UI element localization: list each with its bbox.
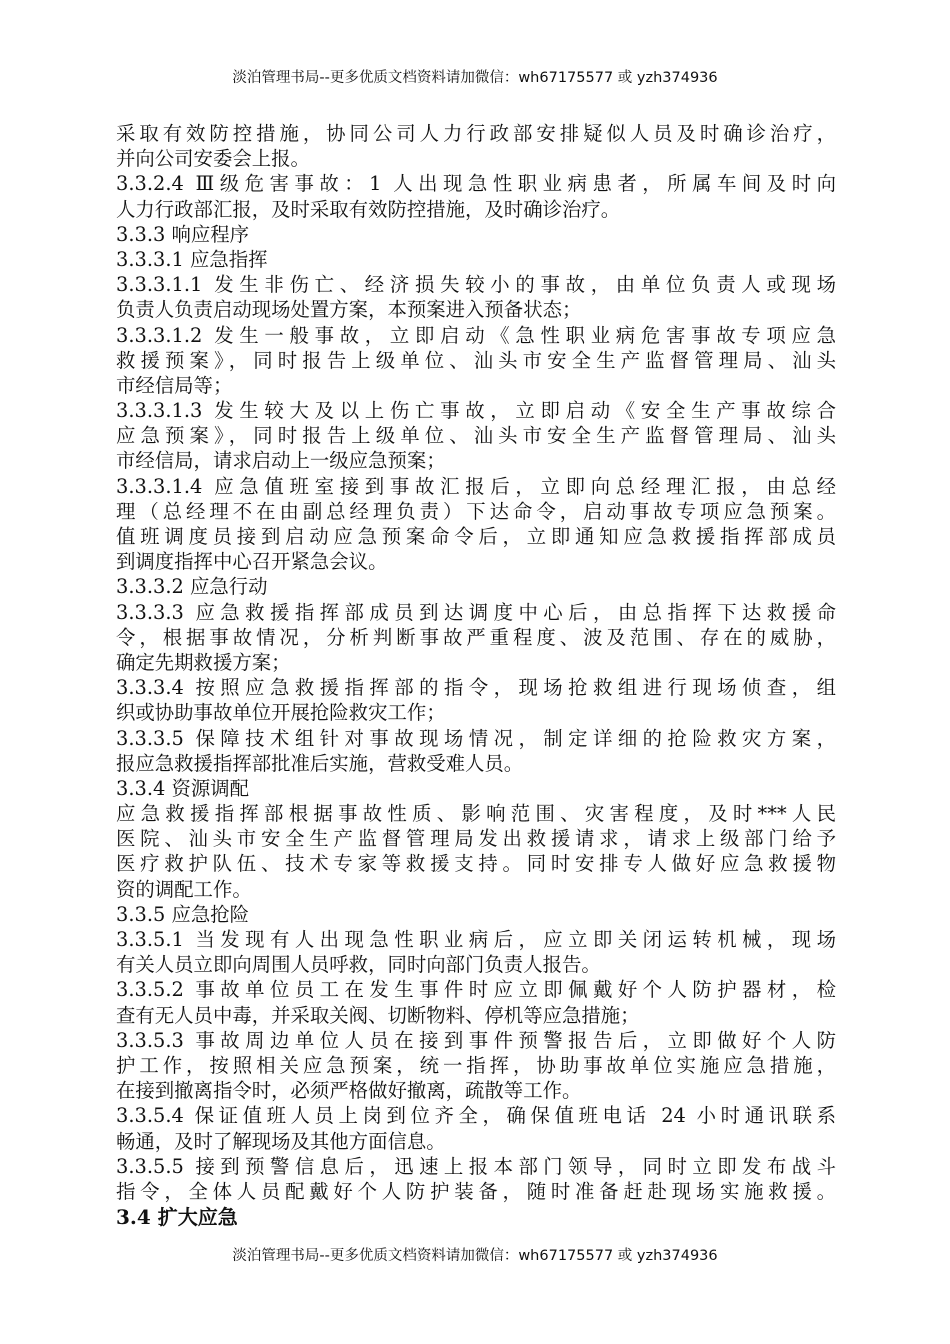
text-line: 3.3.5 应急抢险 (116, 902, 250, 926)
text-line: 资的调配工作。 (116, 877, 252, 901)
text-line: 3.3.3.1.4 应急值班室接到事故汇报后，立即向总经理汇报，由总经 (116, 474, 836, 498)
text-line: 护工作，按照相关应急预案，统一指挥，协助事故单位实施应急措施， (116, 1053, 836, 1077)
text-line: 3.3.5.4 保证值班人员上岗到位齐全，确保值班电话 24 小时通讯联系 (116, 1104, 836, 1128)
text-line: 3.3.3.5 保障技术组针对事故现场情况，制定详细的抢险救灾方案， (116, 726, 836, 750)
text-line: 织或协助事故单位开展抢险救灾工作； (116, 701, 446, 725)
text-line: 医院、汕头市安全生产监督管理局发出救援请求，请求上级部门给予 (116, 827, 836, 851)
text-line: 采取有效防控措施，协同公司人力行政部安排疑似人员及时确诊治疗， (116, 122, 836, 145)
text-line: 令，根据事故情况，分析判断事故严重程度、波及范围、存在的威胁， (116, 625, 836, 649)
text-line: 救援预案》，同时报告上级单位、汕头市安全生产监督管理局、汕头 (116, 348, 836, 372)
text-line: 医疗救护队伍、技术专家等救援支持。同时安排专人做好应急救援物 (116, 852, 836, 876)
document-body (116, 121, 836, 1231)
text-line: 3.3.3.1 应急指挥 (116, 247, 268, 271)
text-line: 查有无人员中毒，并采取关阀、切断物料、停机等应急措施； (116, 1003, 640, 1027)
text-line: 应急预案》，同时报告上级单位、汕头市安全生产监督管理局、汕头 (116, 424, 836, 448)
text-line: 应急救援指挥部根据事故性质、影响范围、灾害程度，及时***人民 (116, 802, 836, 826)
text-line: 3.3.4 资源调配 (116, 776, 250, 800)
text-line: 3.3.5.3 事故周边单位人员在接到事件预警报告后，立即做好个人防 (116, 1028, 836, 1052)
text-line: 3.3.2.4 Ⅲ级危害事故：1 人出现急性职业病患者，所属车间及时向 (116, 172, 836, 196)
page-footer: 淡泊管理书局--更多优质文档资料请加微信：wh67175577 或 yzh374936 (232, 1248, 718, 1264)
text-line: 3.3.3.3 应急救援指挥部成员到达调度中心后，由总指挥下达救援命 (116, 600, 836, 624)
text-line: 3.3.5.5 接到预警信息后，迅速上报本部门领导，同时立即发布战斗 (116, 1154, 836, 1178)
text-line: 3.3.3.2 应急行动 (116, 575, 268, 599)
text-line: 到调度指挥中心召开紧急会议。 (116, 550, 388, 574)
text-line: 畅通，及时了解现场及其他方面信息。 (116, 1129, 446, 1153)
text-line: 有关人员立即向周围人员呼救，同时向部门负责人报告。 (116, 953, 601, 977)
text-line: 市经信局，请求启动上一级应急预案； (116, 449, 446, 473)
text-line: 确定先期救援方案； (116, 650, 291, 674)
text-line: 人力行政部汇报，及时采取有效防控措施，及时确诊治疗。 (116, 197, 621, 221)
text-line: 值班调度员接到启动应急预案命令后，立即通知应急救援指挥部成员 (116, 525, 836, 548)
text-line: 并向公司安委会上报。 (116, 147, 310, 171)
text-line: 3.3.5.1 当发现有人出现急性职业病后，应立即关闭运转机械，现场 (116, 928, 836, 951)
text-line: 3.3.5.2 事故单位员工在发生事件时应立即佩戴好个人防护器材，检 (116, 978, 836, 1002)
text-line: 理（总经理不在由副总经理负责）下达命令，启动事故专项应急预案。 (116, 499, 836, 523)
text-line: 3.3.3.1.3 发生较大及以上伤亡事故，立即启动《安全生产事故综合 (116, 399, 836, 423)
text-line: 3.3.3 响应程序 (116, 222, 250, 246)
page-header: 淡泊管理书局--更多优质文档资料请加微信：wh67175577 或 yzh374936 (232, 70, 718, 86)
text-line: 报应急救援指挥部批准后实施，营救受难人员。 (116, 751, 524, 775)
text-line: 市经信局等； (116, 373, 233, 397)
text-line: 3.3.3.1.1 发生非伤亡、经济损失较小的事故，由单位负责人或现场 (116, 273, 836, 297)
text-line: 3.3.3.4 按照应急救援指挥部的指令，现场抢救组进行现场侦查，组 (116, 676, 836, 700)
text-line: 3.3.3.1.2 发生一般事故，立即启动《急性职业病危害事故专项应急 (116, 323, 836, 347)
text-line: 在接到撤离指令时，必须严格做好撤离，疏散等工作。 (116, 1079, 582, 1103)
text-line: 负责人负责启动现场处置方案，本预案进入预备状态； (116, 298, 582, 322)
text-line: 指令，全体人员配戴好个人防护装备，随时准备赶赴现场实施救援。 (116, 1179, 836, 1203)
section-heading: 3.4 扩大应急 (116, 1205, 238, 1230)
